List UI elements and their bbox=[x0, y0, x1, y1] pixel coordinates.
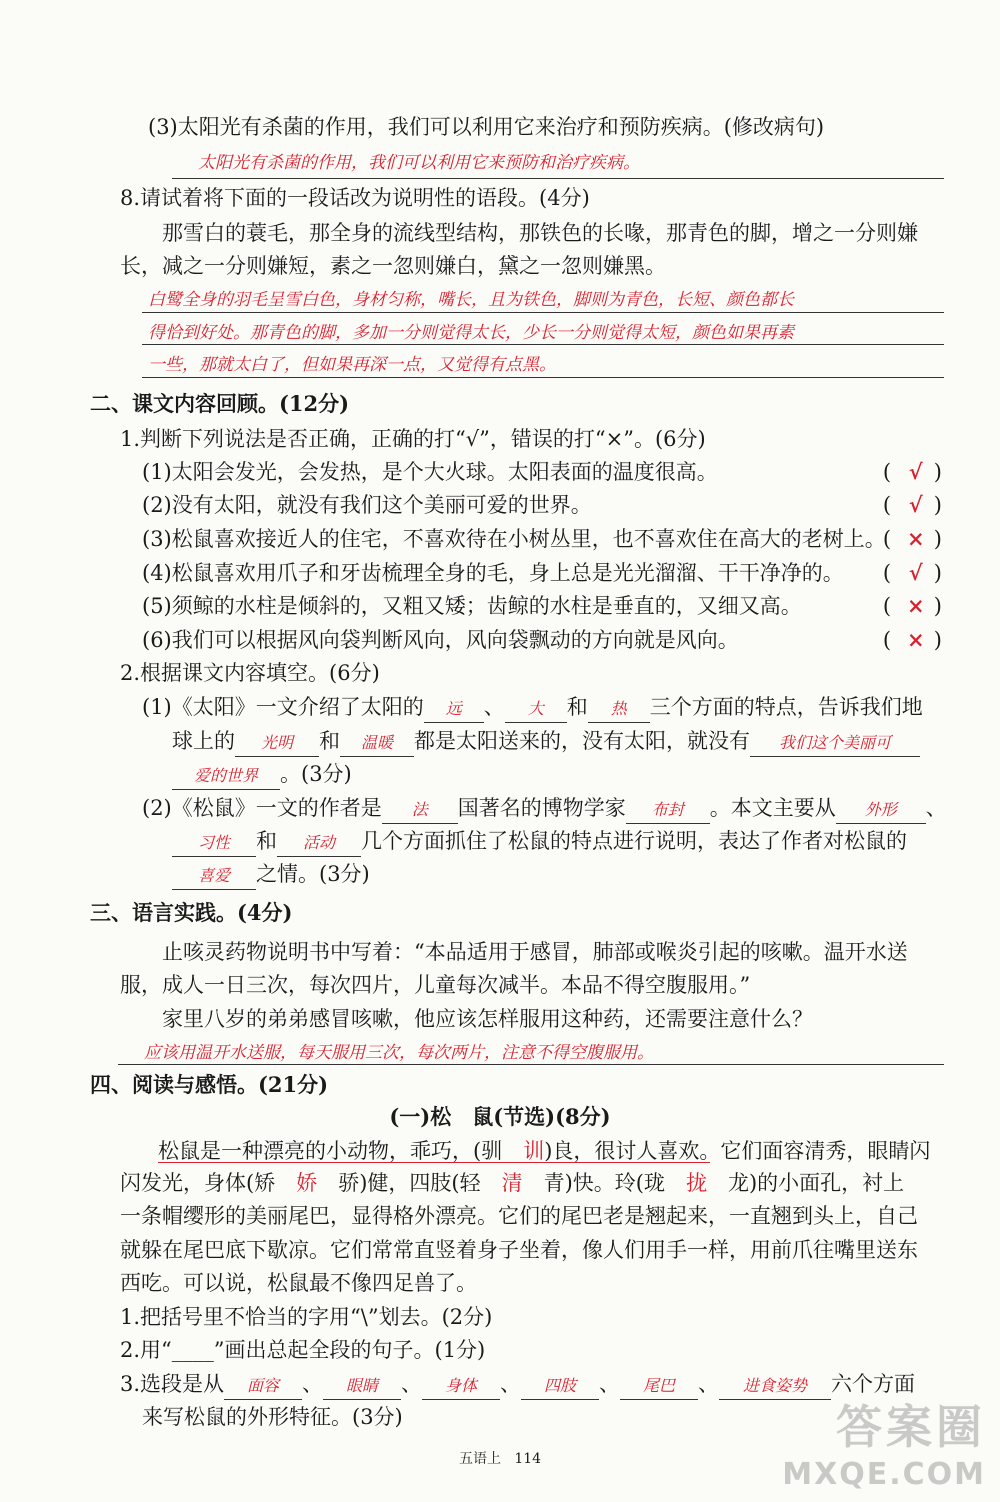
answer-line bbox=[142, 344, 944, 345]
s2-q2-prompt: 2.根据课文内容填空。(6分) bbox=[120, 661, 380, 685]
watermark-logo: 答案圈 MXQE.COM bbox=[782, 1400, 986, 1492]
answer-line bbox=[142, 312, 944, 313]
s2-q1-item-2: (2)没有太阳，就没有我们这个美丽可爱的世界。 bbox=[142, 493, 592, 517]
s4-q3-line-2: 来写松鼠的外形特征。(3分) bbox=[142, 1405, 403, 1429]
answer-blank: 爱的世界 bbox=[172, 763, 280, 790]
cross-mark-icon: × bbox=[906, 627, 925, 652]
answer-blank: 温暖 bbox=[340, 730, 414, 757]
answer-line bbox=[172, 178, 944, 179]
s2-q1-mark-3: ( × ) bbox=[883, 524, 942, 554]
s3-passage-1: 止咳灵药物说明书中写着：“本品适用于感冒，肺部或喉炎引起的咳嗽。温开水送 bbox=[162, 940, 908, 964]
s2-q2-2-line-1: (2)《松鼠》一文的作者是 法 国著名的博物学家 布封 。本文主要从 外形 、 bbox=[142, 793, 947, 824]
s4-passage-title: (一)松 鼠(节选)(8分) bbox=[389, 1104, 611, 1129]
s2-q2-2-line-2: 习性 和 活动 几个方面抓住了松鼠的特点进行说明，表达了作者对松鼠的 bbox=[172, 826, 907, 857]
check-mark-icon: √ bbox=[908, 492, 923, 517]
q8-prompt: 8.请试着将下面的一段话改为说明性的语段。(4分) bbox=[120, 186, 590, 210]
answer-blank: 布封 bbox=[626, 797, 710, 824]
q8-passage-2: 长，减之一分则嫌短，素之一忽则嫌白，黛之一忽则嫌黑。 bbox=[120, 254, 666, 278]
answer-blank: 喜爱 bbox=[172, 863, 256, 890]
s3-question: 家里八岁的弟弟感冒咳嗽，他应该怎样服用这种药，还需要注意什么？ bbox=[162, 1007, 813, 1031]
s4-q2: 2.用“____”画出总起全段的句子。(1分) bbox=[120, 1338, 486, 1362]
s4-q3-line-1: 3.选段是从 面容 、 眼睛 、 身体 、 四肢 、 尾巴 、 进食姿势 六个方面 bbox=[120, 1369, 915, 1400]
cross-mark-icon: × bbox=[906, 526, 925, 551]
answer-blank: 我们这个美丽可 bbox=[750, 730, 920, 757]
answer-blank: 尾巴 bbox=[620, 1373, 698, 1400]
answer-line bbox=[118, 1064, 944, 1065]
page-footer: 五语上 114 bbox=[458, 1451, 542, 1467]
underline-mark bbox=[158, 1162, 710, 1163]
s2-q1-item-6: (6)我们可以根据风向袋判断风向，风向袋飘动的方向就是风向。 bbox=[142, 628, 739, 652]
section-2-title: 二、课文内容回顾。(12分) bbox=[90, 391, 350, 416]
section-4-title: 四、阅读与感悟。(21分) bbox=[90, 1072, 329, 1097]
answer-blank: 光明 bbox=[235, 730, 319, 757]
s3-passage-2: 服，成人一日三次，每次四片，儿童每次减半。本品不得空腹服用。” bbox=[120, 973, 751, 997]
s2-q1-item-3: (3)松鼠喜欢接近人的住宅，不喜欢待在小树丛里，也不喜欢住在高大的老树上。 bbox=[142, 527, 886, 551]
s2-q2-1-line-3: 爱的世界 。(3分) bbox=[172, 759, 352, 790]
q8-answer-1: 白鹭全身的羽毛呈雪白色，身材匀称，嘴长，且为铁色，脚则为青色，长短、颜色都长 bbox=[148, 290, 794, 310]
s2-q1-prompt: 1.判断下列说法是否正确，正确的打“√”，错误的打“×”。(6分) bbox=[120, 427, 706, 451]
answer-line bbox=[142, 377, 944, 378]
s2-q2-2-line-3: 喜爱 之情。(3分) bbox=[172, 859, 370, 890]
s2-q1-mark-1: ( √ ) bbox=[883, 457, 942, 487]
s4-passage-line-2: 闪发光，身体(矫 娇 骄)健，四肢(轻 清 青)快。玲(珑 拢 龙)的小面孔，衬上 bbox=[120, 1171, 905, 1195]
q8-answer-3: 一些，那就太白了，但如果再深一点，又觉得有点黑。 bbox=[148, 355, 556, 375]
s2-q1-mark-2: ( √ ) bbox=[883, 490, 942, 520]
s4-passage-line-4: 就躲在尾巴底下歇凉。它们常常直竖着身子坐着，像人们用手一样，用前爪往嘴里送东 bbox=[120, 1238, 918, 1262]
s3-answer: 应该用温开水送服，每天服用三次，每次两片，注意不得空腹服用。 bbox=[144, 1043, 654, 1063]
s2-q1-mark-6: ( × ) bbox=[883, 625, 942, 655]
s2-q1-item-1: (1)太阳会发光，会发热，是个大火球。太阳表面的温度很高。 bbox=[142, 460, 718, 484]
s4-q1: 1.把括号里不恰当的字用“\”划去。(2分) bbox=[120, 1305, 493, 1329]
answer-blank: 进食姿势 bbox=[719, 1373, 831, 1400]
s4-passage-line-5: 西吃。可以说，松鼠最不像四足兽了。 bbox=[120, 1271, 477, 1295]
s2-q1-item-5: (5)须鲸的水柱是倾斜的，又粗又矮；齿鲸的水柱是垂直的，又细又高。 bbox=[142, 594, 802, 618]
answer-blank: 法 bbox=[382, 797, 458, 824]
q7-3-answer: 太阳光有杀菌的作用，我们可以利用它来预防和治疗疾病。 bbox=[198, 153, 640, 173]
q8-passage-1: 那雪白的蓑毛，那全身的流线型结构，那铁色的长喙，那青色的脚，增之一分则嫌 bbox=[162, 221, 918, 245]
answer-blank: 外形 bbox=[836, 797, 926, 824]
q8-answer-2: 得恰到好处。那青色的脚，多加一分则觉得太长，少长一分则觉得太短，颜色如果再素 bbox=[148, 323, 794, 343]
s2-q2-1-line-1: (1)《太阳》一文介绍了太阳的 远 、 大 和 热 三个方面的特点，告诉我们地 bbox=[142, 692, 923, 723]
answer-blank: 四肢 bbox=[521, 1373, 599, 1400]
check-mark-icon: √ bbox=[908, 459, 923, 484]
answer-blank: 眼睛 bbox=[323, 1373, 401, 1400]
s4-passage-line-3: 一条帽缨形的美丽尾巴，显得格外漂亮。它们的尾巴老是翘起来，一直翘到头上，自己 bbox=[120, 1204, 918, 1228]
answer-blank: 热 bbox=[588, 696, 650, 723]
check-mark-icon: √ bbox=[908, 560, 923, 585]
answer-blank: 身体 bbox=[422, 1373, 500, 1400]
answer-blank: 大 bbox=[505, 696, 567, 723]
s2-q1-item-4: (4)松鼠喜欢用爪子和牙齿梳理全身的毛，身上总是光光溜溜、干干净净的。 bbox=[142, 561, 844, 585]
s2-q1-mark-5: ( × ) bbox=[883, 591, 942, 621]
section-3-title: 三、语言实践。(4分) bbox=[90, 900, 293, 925]
answer-blank: 面容 bbox=[224, 1373, 302, 1400]
s2-q1-mark-4: ( √ ) bbox=[883, 558, 942, 588]
answer-blank: 活动 bbox=[277, 830, 361, 857]
answer-blank: 习性 bbox=[172, 830, 256, 857]
answer-blank: 远 bbox=[424, 696, 484, 723]
s4-passage-line-1: 松鼠是一种漂亮的小动物，乖巧，(驯 训)良，很讨人喜欢。它们面容清秀，眼睛闪 bbox=[158, 1139, 931, 1163]
s2-q2-1-line-2: 球上的 光明 和 温暖 都是太阳送来的，没有太阳，就没有 我们这个美丽可 bbox=[172, 726, 920, 757]
cross-mark-icon: × bbox=[906, 593, 925, 618]
q7-3-prompt: (3)太阳光有杀菌的作用，我们可以利用它来治疗和预防疾病。(修改病句) bbox=[148, 115, 825, 139]
